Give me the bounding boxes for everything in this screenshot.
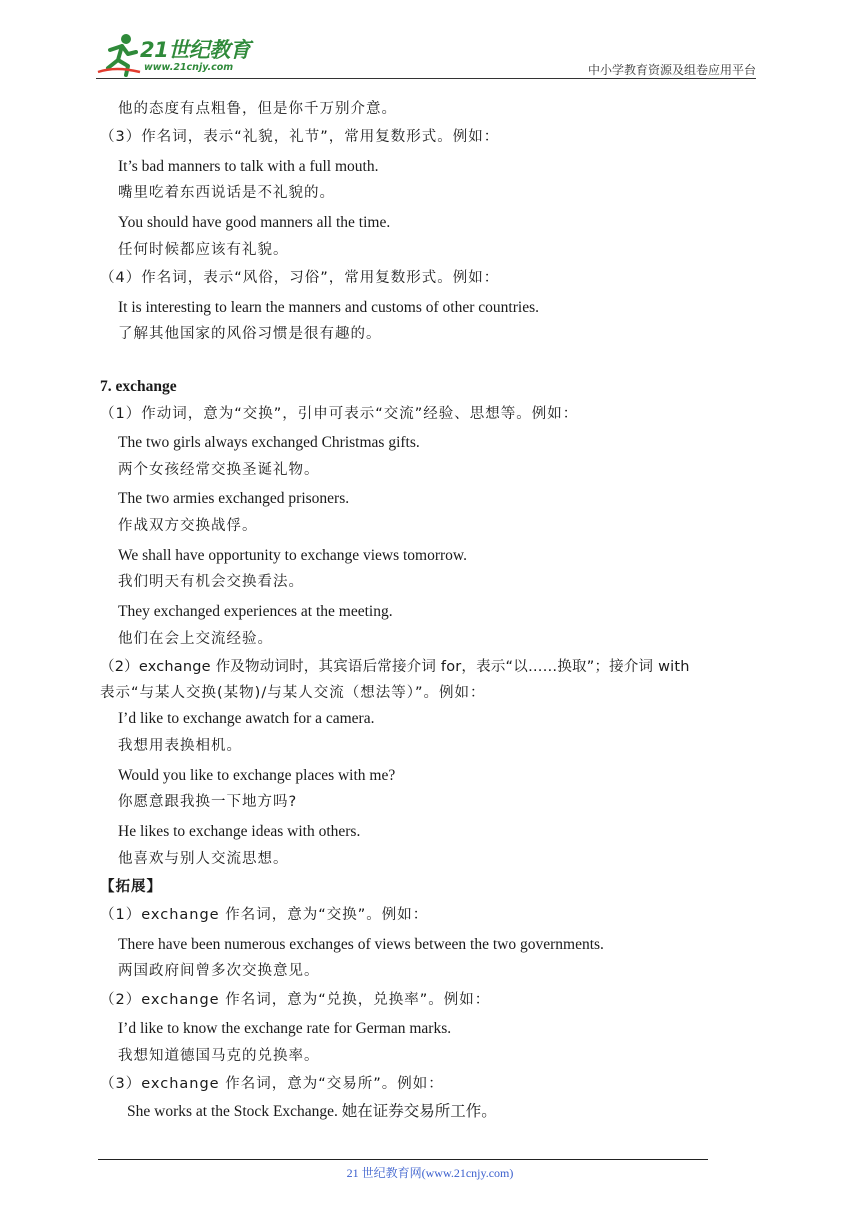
example-sentence: The two girls always exchanged Christmas gifts.	[118, 434, 420, 451]
example-sentence: He likes to exchange ideas with others.	[118, 823, 361, 840]
header-divider	[96, 78, 756, 79]
section-heading: （2）exchange 作名词，意为“兑换，兑换率”。例如：	[100, 992, 491, 1008]
example-sentence: It’s bad manners to talk with a full mouth.	[118, 158, 379, 175]
example-sentence: She works at the Stock Exchange. 她在证券交易所工作。	[127, 1103, 497, 1120]
example-sentence: It is interesting to learn the manners and customs of other countries.	[118, 299, 539, 316]
footer-divider	[98, 1159, 708, 1160]
logo-url: www.21cnjy.com	[144, 62, 234, 73]
logo-name: 21世纪教育	[140, 38, 251, 62]
section-heading-cont: 表示“与某人交换(某物)/与某人交流（想法等）”。例如：	[100, 685, 486, 701]
translation: 我想用表换相机。	[118, 738, 242, 754]
site-logo[interactable]	[96, 32, 266, 78]
example-sentence: You should have good manners all the time.	[118, 214, 391, 231]
section-heading: （1）exchange 作名词，意为“交换”。例如：	[100, 907, 429, 923]
page-header	[0, 0, 860, 80]
translation: 作战双方交换战俘。	[118, 518, 258, 534]
translation: 两国政府间曾多次交换意见。	[118, 963, 320, 979]
translation: 他们在会上交流经验。	[118, 631, 273, 647]
platform-label: 中小学教育资源及组卷应用平台	[587, 63, 756, 77]
example-sentence: The two armies exchanged prisoners.	[118, 490, 350, 507]
translation: 我想知道德国马克的兑换率。	[118, 1048, 320, 1064]
example-sentence: Would you like to exchange places with me?	[118, 767, 396, 784]
section-heading: （4）作名词，表示“风俗，习俗”，常用复数形式。例如：	[100, 270, 500, 286]
section-heading: （3）exchange 作名词，意为“交易所”。例如：	[100, 1076, 444, 1092]
translation: 任何时候都应该有礼貌。	[118, 242, 289, 258]
example-sentence: They exchanged experiences at the meeting.	[118, 603, 393, 620]
example-sentence: I’d like to know the exchange rate for German marks.	[118, 1020, 452, 1037]
runner-logo-icon	[96, 32, 142, 78]
translation: 你愿意跟我换一下地方吗?	[118, 794, 298, 810]
translation: 两个女孩经常交换圣诞礼物。	[118, 462, 320, 478]
footer-link[interactable]: 21 世纪教育网(www.21cnjy.com)	[346, 1166, 514, 1180]
translation: 了解其他国家的风俗习惯是很有趣的。	[118, 326, 382, 342]
example-sentence: There have been numerous exchanges of views between the two governments.	[118, 936, 604, 953]
entry-title: 7. exchange	[100, 378, 177, 395]
extension-heading: 【拓展】	[100, 879, 162, 895]
translation: 我们明天有机会交换看法。	[118, 574, 304, 590]
section-heading: （3）作名词，表示“礼貌，礼节”，常用复数形式。例如：	[100, 129, 500, 145]
translation: 他喜欢与别人交流思想。	[118, 851, 289, 867]
example-sentence: I’d like to exchange awatch for a camera.	[118, 710, 375, 727]
section-heading: （2）exchange 作及物动词时，其宾语后常接介词 for，表示“以……换取”；接介词 with	[100, 659, 690, 675]
translation: 嘴里吃着东西说话是不礼貌的。	[118, 185, 335, 201]
text-line: 他的态度有点粗鲁，但是你千万别介意。	[118, 101, 397, 117]
section-heading: （1）作动词，意为“交换”，引申可表示“交流”经验、思想等。例如：	[100, 406, 579, 422]
example-sentence: We shall have opportunity to exchange views tomorrow.	[118, 547, 467, 564]
